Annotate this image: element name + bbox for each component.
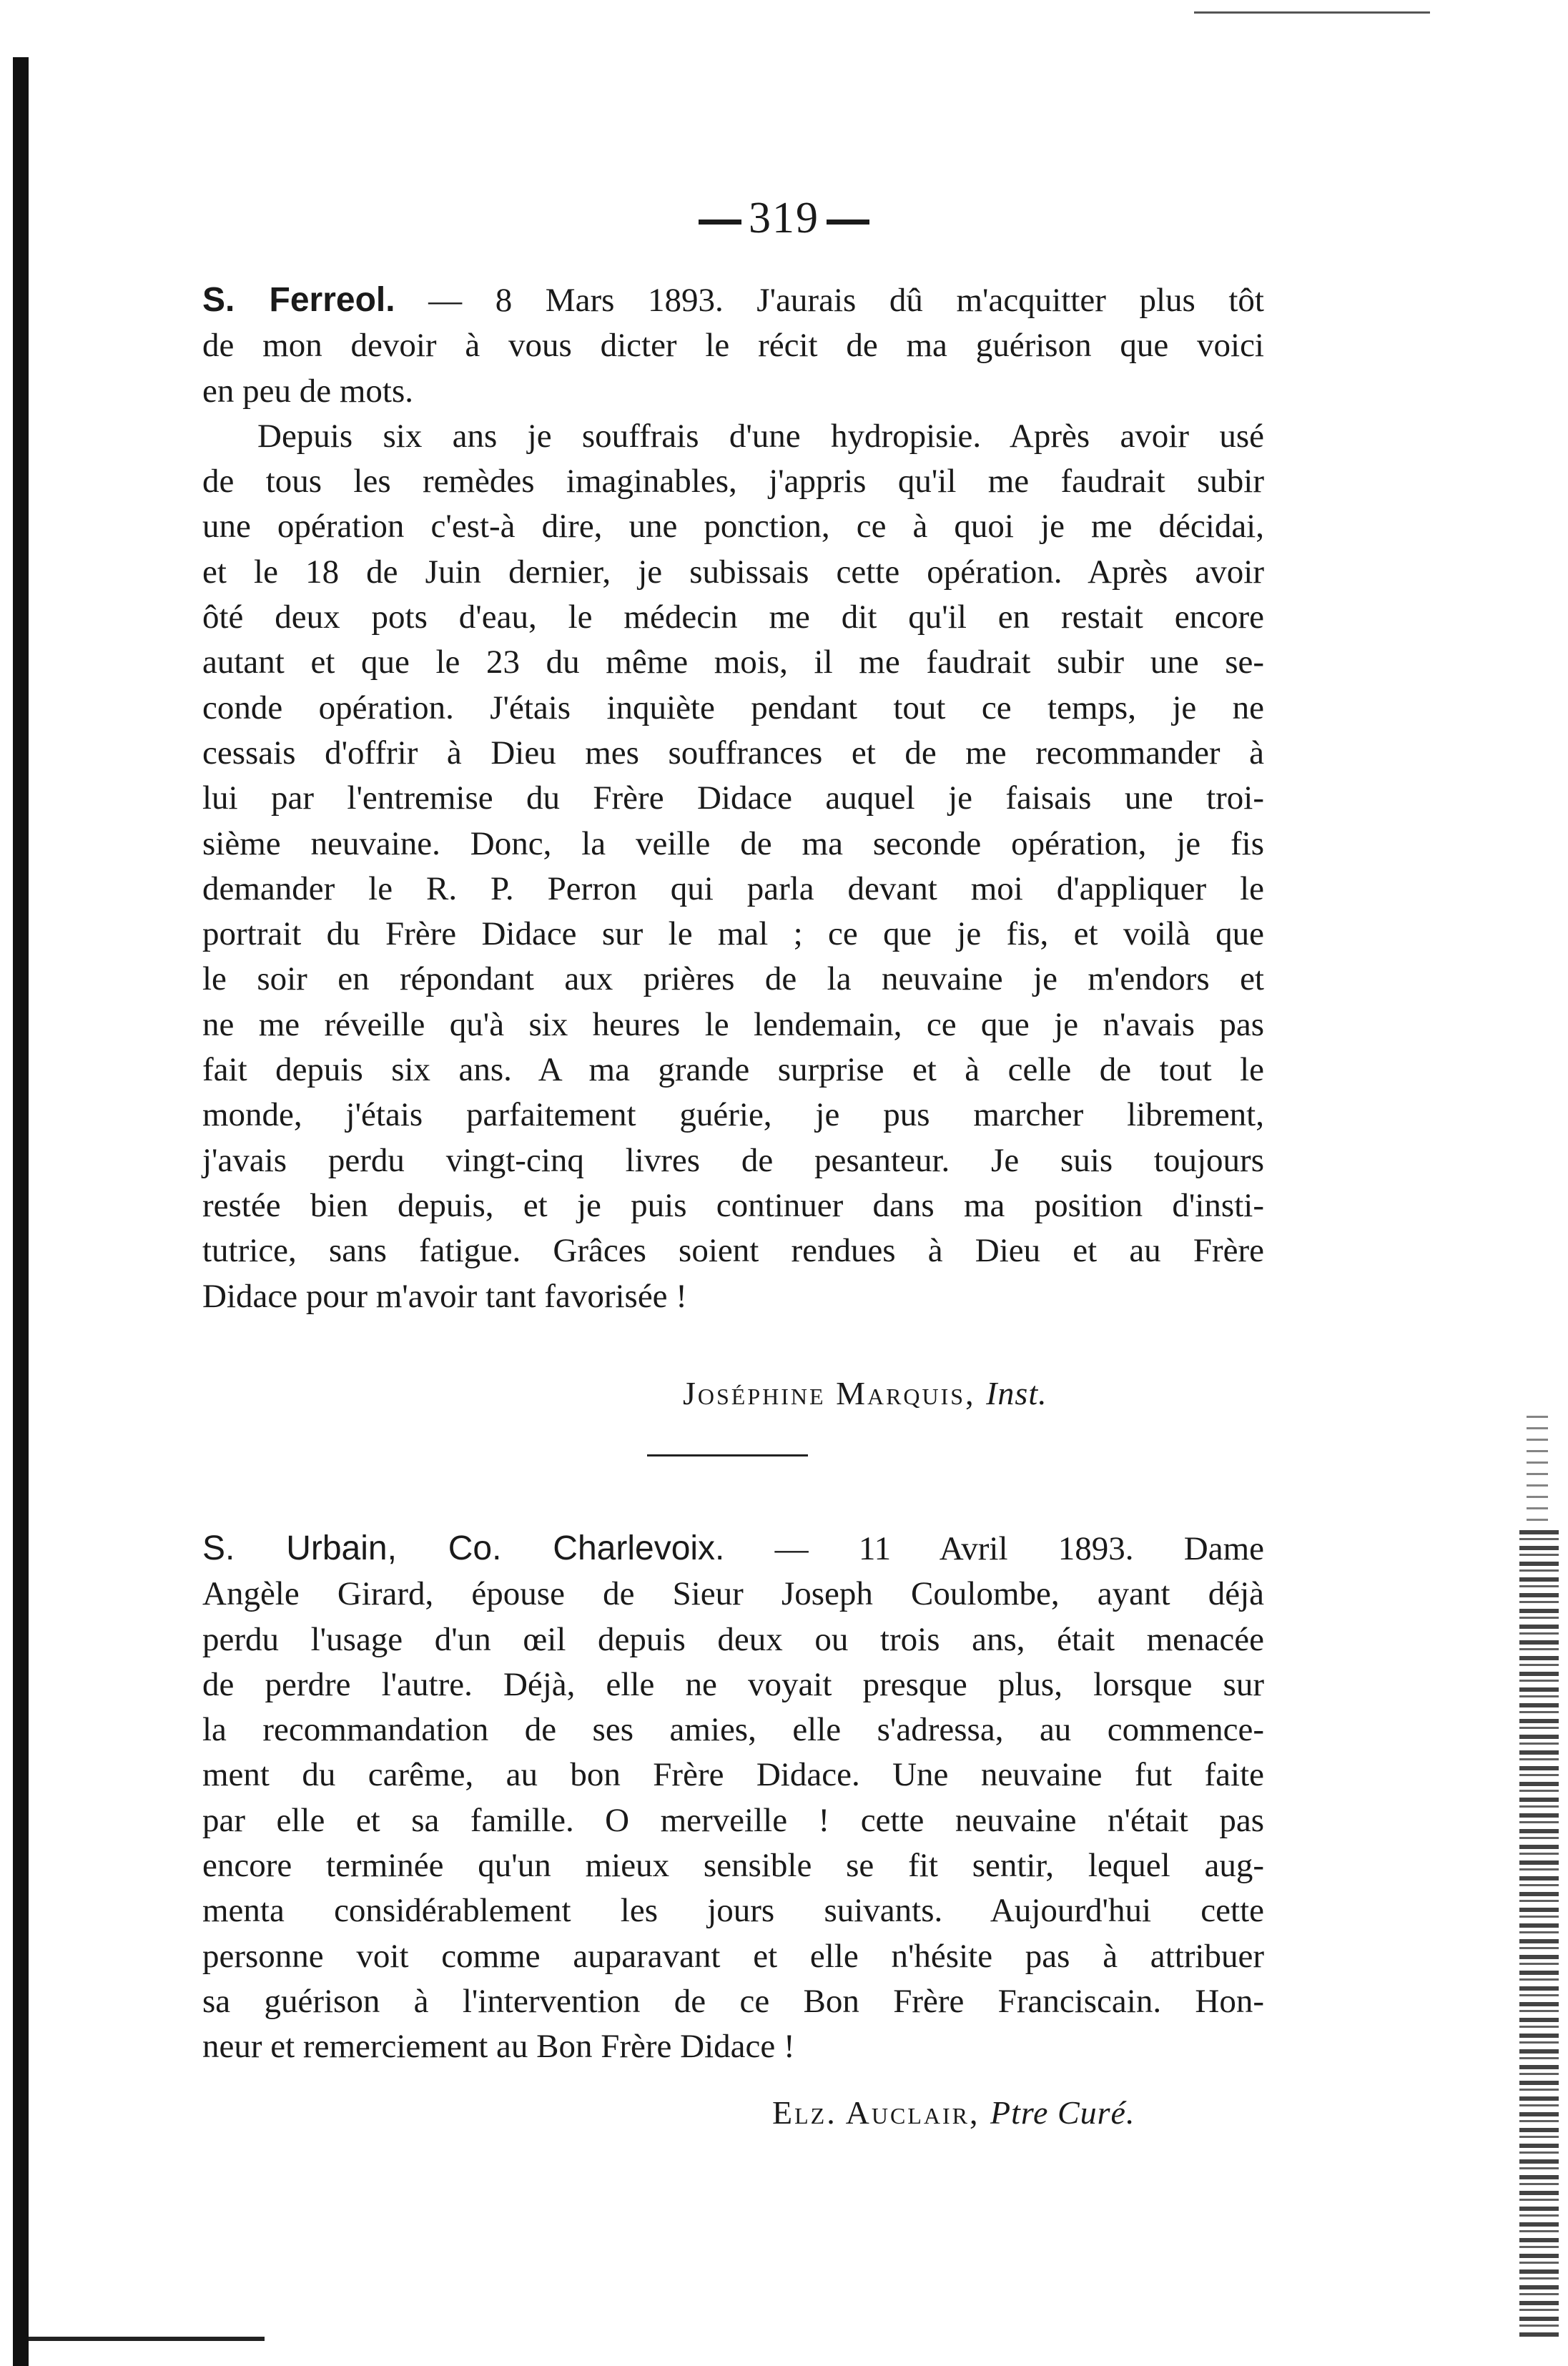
testimony-line: cessais d'offrir à Dieu mes souffrances et de me recommander à <box>202 734 1264 772</box>
testimony-line: de tous les remèdes imaginables, j'appris qu'il me faudrait subir <box>202 463 1264 501</box>
page-number <box>0 193 1568 244</box>
testimony-line: sième neuvaine. Donc, la veille de ma seconde opération, je fis <box>202 824 1264 862</box>
scan-bottom-rule <box>29 2337 265 2341</box>
testimony-line: conde opération. J'étais inquiète pendant tout ce temps, je ne <box>202 689 1264 726</box>
testimony-line: S. Ferreol. — 8 Mars 1893. J'aurais dû m'acquitter plus tôt <box>202 281 1264 319</box>
testimony-line: de perdre l'autre. Déjà, elle ne voyait presque plus, lorsque sur <box>202 1665 1264 1703</box>
testimony-line: monde, j'étais parfaitement guérie, je pus marcher librement, <box>202 1096 1264 1134</box>
testimony-line: j'avais perdu vingt-cinq livres de pesanteur. Je suis toujours <box>202 1141 1264 1179</box>
page-number-dash-left <box>699 220 741 225</box>
testimony-line: sa guérison à l'intervention de ce Bon Frère Franciscain. Hon- <box>202 1982 1264 2020</box>
section-divider <box>647 1454 808 1456</box>
testimony-line: de mon devoir à vous dicter le récit de ma guérison que voici <box>202 327 1264 365</box>
page-number-dash-right <box>827 220 869 225</box>
testimony-line: encore terminée qu'un mieux sensible se fit sentir, lequel aug- <box>202 1847 1264 1885</box>
testimony-line: portrait du Frère Didace sur le mal ; ce que je fis, et voilà que <box>202 915 1264 953</box>
testimony-line: lui par l'entremise du Frère Didace auquel je faisais une troi- <box>202 779 1264 817</box>
testimony-line: tutrice, sans fatigue. Grâces soient rendues à Dieu et au Frère <box>202 1232 1264 1270</box>
testimony-line: Angèle Girard, épouse de Sieur Joseph Coulombe, ayant déjà <box>202 1575 1264 1613</box>
testimony-line: et le 18 de Juin dernier, je subissais cette opération. Après avoir <box>202 553 1264 591</box>
testimony-line: le soir en répondant aux prières de la neuvaine je m'endors et <box>202 960 1264 998</box>
testimony-line: par elle et sa famille. O merveille ! cette neuvaine n'était pas <box>202 1801 1264 1839</box>
signature-role: Inst. <box>986 1375 1047 1411</box>
testimony-line: une opération c'est-à dire, une ponction, ce à quoi je me décidai, <box>202 508 1264 546</box>
scan-right-edge-noise <box>1519 1530 1559 2338</box>
testimony-urbain <box>202 1526 1264 2070</box>
page-number-value: 319 <box>749 194 819 242</box>
testimony-line: perdu l'usage d'un œil depuis deux ou trois ans, était menacée <box>202 1620 1264 1658</box>
testimony-ferreol <box>202 277 1264 1319</box>
testimony-heading: S. Ferreol. <box>202 281 395 319</box>
signature-auclair <box>772 2094 1135 2131</box>
testimony-line: ôté deux pots d'eau, le médecin me dit qu'il en restait encore <box>202 598 1264 636</box>
testimony-line: personne voit comme auparavant et elle n'hésite pas à attribuer <box>202 1937 1264 1975</box>
testimony-line: menta considérablement les jours suivants. Aujourd'hui cette <box>202 1892 1264 1930</box>
testimony-line: restée bien depuis, et je puis continuer dans ma position d'insti- <box>202 1186 1264 1224</box>
signature-name: Joséphine Marquis, <box>683 1375 976 1411</box>
signature-name: Elz. Auclair, <box>772 2094 980 2131</box>
testimony-heading: S. Urbain, Co. Charlevoix. <box>202 1529 725 1567</box>
scan-right-edge-speckle <box>1527 1416 1548 1530</box>
signature-role: Ptre Curé. <box>990 2094 1135 2131</box>
testimony-line: Depuis six ans je souffrais d'une hydropisie. Après avoir usé <box>257 417 1264 455</box>
testimony-line: neur et remerciement au Bon Frère Didace ! <box>202 2028 795 2066</box>
testimony-line: Didace pour m'avoir tant favorisée ! <box>202 1277 687 1315</box>
scan-left-edge-bar <box>13 57 29 2366</box>
signature-marquis <box>683 1374 1047 1412</box>
testimony-line: autant et que le 23 du même mois, il me faudrait subir une se- <box>202 644 1264 681</box>
testimony-line: S. Urbain, Co. Charlevoix. — 11 Avril 1893. Dame <box>202 1529 1264 1567</box>
testimony-line: en peu de mots. <box>202 372 413 410</box>
testimony-line: ne me réveille qu'à six heures le lendemain, ce que je n'avais pas <box>202 1005 1264 1043</box>
testimony-line: ment du carême, au bon Frère Didace. Une neuvaine fut faite <box>202 1756 1264 1794</box>
testimony-line: demander le R. P. Perron qui parla devant moi d'appliquer le <box>202 869 1264 907</box>
scan-top-rule <box>1194 11 1430 14</box>
testimony-line: fait depuis six ans. A ma grande surprise et à celle de tout le <box>202 1051 1264 1089</box>
testimony-line: la recommandation de ses amies, elle s'adressa, au commence- <box>202 1711 1264 1749</box>
